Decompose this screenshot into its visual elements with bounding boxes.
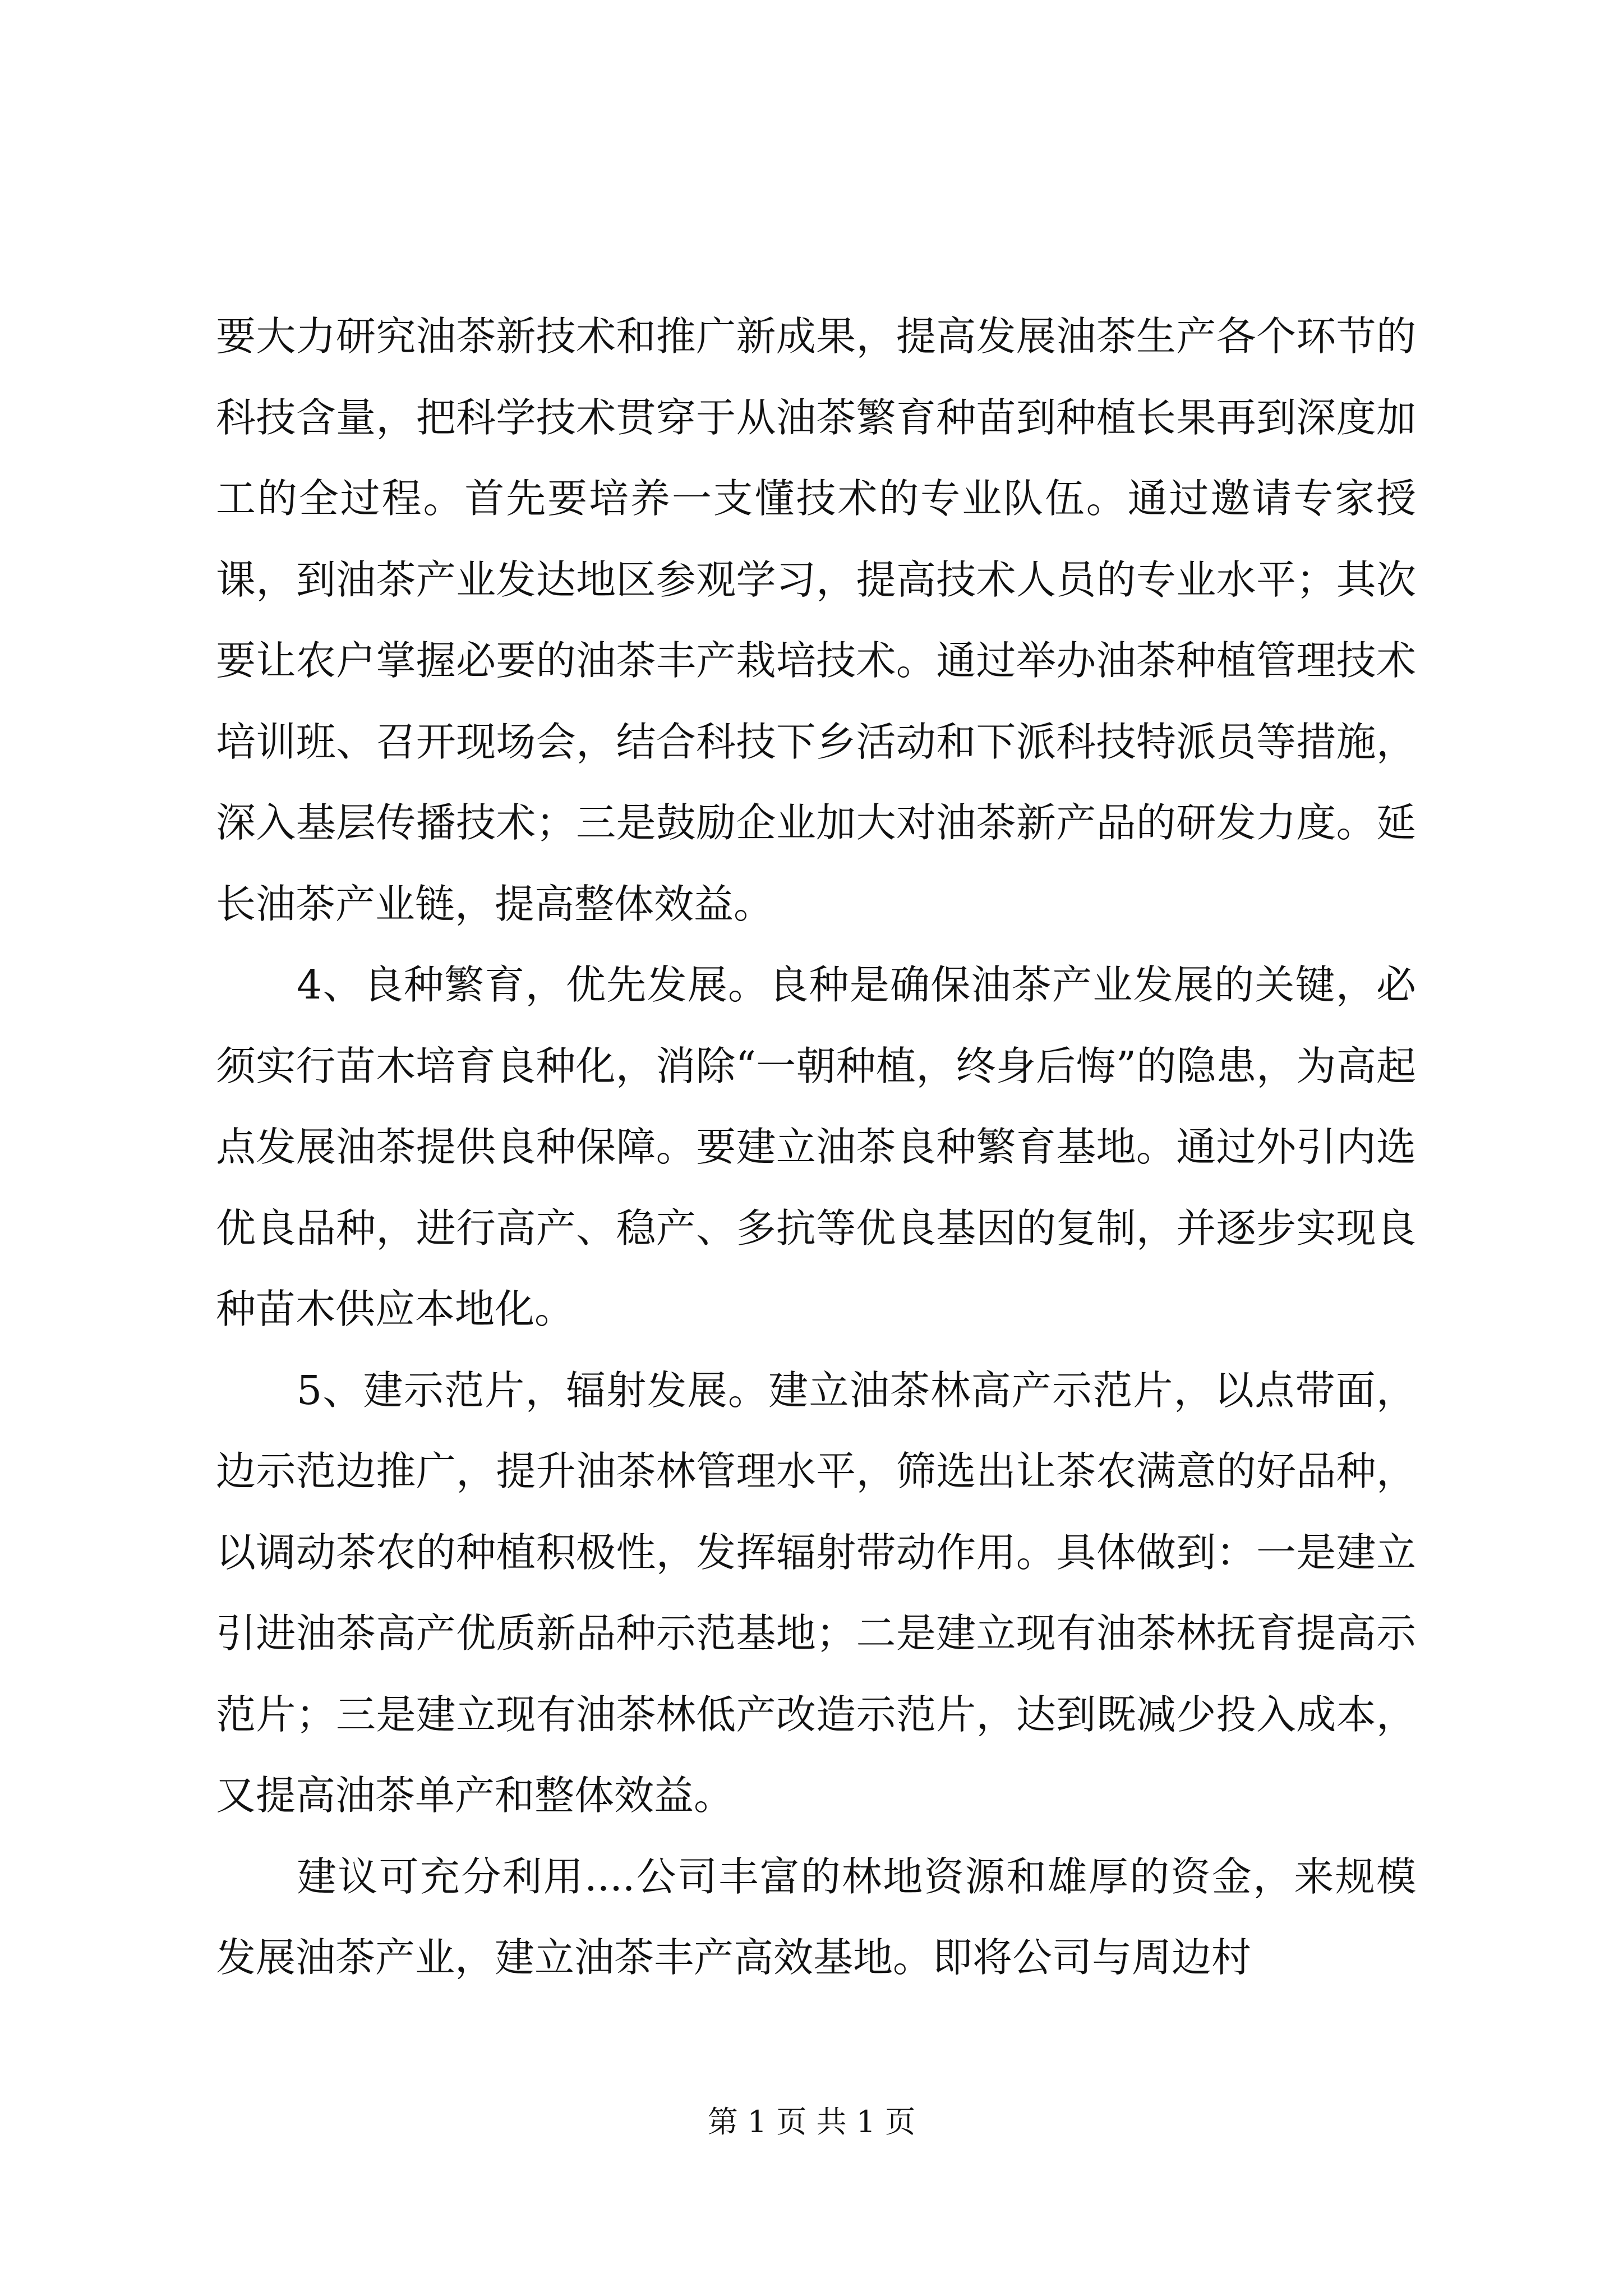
paragraph-suggestion: 建议可充分利用....公司丰富的林地资源和雄厚的资金，来规模发展油茶产业，建立油茶丰产高效基地。即将公司与周边村 <box>216 1853 1416 1981</box>
page-number-label: 第 1 页 共 1 页 <box>707 2104 916 2139</box>
paragraph-seed-breeding: 4、良种繁育，优先发展。良种是确保油茶产业发展的关键，必须实行苗木培育良种化，消除“一朝种植，终身后悔”的隐患，为高起点发展油茶提供良种保障。要建立油茶良种繁育基地。通过外引内选优良品种，进行高产、稳产、多抗等优良基因的复制，并逐步实现良种苗木供应本地化。 <box>216 961 1416 1332</box>
paragraph-demonstration-zone: 5、建示范片，辐射发展。建立油茶林高产示范片，以点带面，边示范边推广，提升油茶林管理水平，筛选出让茶农满意的好品种，以调动茶农的种植积极性，发挥辐射带动作用。具体做到：一是建立引进油茶高产优质新品种示范基地；二是建立现有油茶林抚育提高示范片；三是建立现有油茶林低产改造示范片，达到既减少投入成本，又提高油茶单产和整体效益。 <box>216 1366 1416 1819</box>
page-footer <box>0 2102 1623 2142</box>
body-text <box>216 296 1416 1999</box>
paragraph-technology-research: 要大力研究油茶新技术和推广新成果，提高发展油茶生产各个环节的科技含量，把科学技术贯穿于从油茶繁育种苗到种植长果再到深度加工的全过程。首先要培养一支懂技术的专业队伍。通过邀请专家授课，到油茶产业发达地区参观学习，提高技术人员的专业水平；其次要让农户掌握必要的油茶丰产栽培技术。通过举办油茶种植管理技术培训班、召开现场会，结合科技下乡活动和下派科技特派员等措施，深入基层传播技术；三是鼓励企业加大对油茶新产品的研发力度。延长油茶产业链，提高整体效益。 <box>216 313 1416 927</box>
